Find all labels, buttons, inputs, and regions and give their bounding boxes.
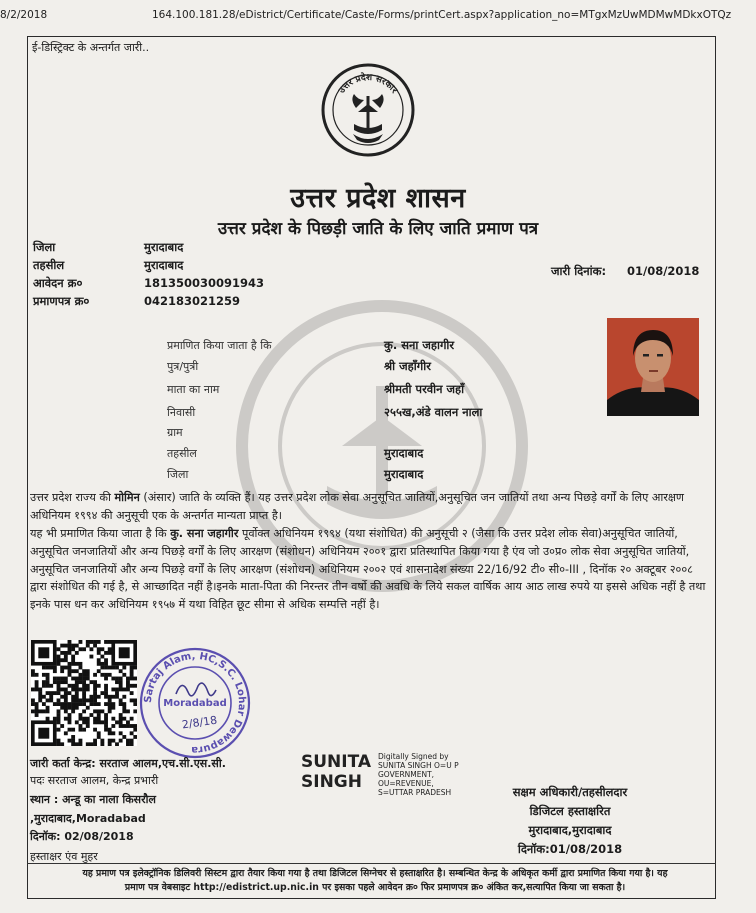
- detail-label-tehsil: तहसील: [167, 447, 197, 460]
- application-label: आवेदन क्र०: [33, 276, 83, 290]
- detail-value-mother: श्रीमती परवीन जहाँ: [384, 382, 465, 396]
- stamp-center-text: Moradabad: [163, 698, 227, 709]
- stamp-sign-date: 2/8/18: [181, 713, 218, 732]
- caste-text-start: उत्तर प्रदेश राज्य की: [30, 491, 115, 504]
- stamp-ring-text: Sartaj Alam, HC,S.C. Lohar Dewapura: [142, 650, 248, 756]
- print-date: 8/2/2018: [0, 9, 48, 21]
- district-value: मुरादाबाद: [144, 240, 184, 254]
- detail-label-resident: निवासी: [167, 406, 196, 419]
- eligibility-applicant-name: कु. सना जहागीर: [170, 527, 239, 540]
- issuer-date: 02/08/2018: [64, 830, 134, 843]
- print-url: 164.100.181.28/eDistrict/Certificate/Caste/Forms/printCert.aspx?application_no=MTgxMzUwMDMwMDkxOTQz: [152, 9, 732, 21]
- detail-value-district: मुरादाबाद: [384, 467, 424, 481]
- detail-label-certified: प्रमाणित किया जाता है कि: [167, 339, 272, 352]
- tehsil-value: मुरादाबाद: [144, 258, 184, 272]
- issuer-stamp: [138, 646, 252, 760]
- district-label: जिला: [33, 240, 56, 254]
- issuer-date-label: दिनॉक:: [30, 830, 61, 843]
- certificate-number: 042183021259: [144, 294, 241, 308]
- issuer-by: पदः सरताज आलम, केन्द्र प्रभारी: [30, 774, 159, 787]
- caste-paragraph: [30, 489, 710, 525]
- footer-line1: यह प्रमाण पत्र इलेक्ट्रॉनिक डिलिवरी सिस्टम द्वारा तैयार किया गया है तथा डिजिटल सिग्नेचर से हस्ताक्षरित है। सम्बन्धित केन्द्र के अधिकृत कर्मी द्वारा प्रमाणित किया गया है। यह: [82, 868, 668, 879]
- eligibility-text-end: पूर्वोक्त अधिनियम १९९४ (यथा संशोधित) की अनुसूची २ (जैसा कि उत्तर प्रदेश लोक सेवा)अनुसूचित जातियों, अनुसूचित जनजातियों और अन्य पिछड़े वर्गों के लिए आरक्षण (संशोधन) अधिनियम २००१ द्वारा प्रतिस्थापित किया गया है एंव जो उ०प्र० लोक सेवा अनुसूचित जातियों, अनुसूचित जनजातियों और अन्य पिछड़े वर्गों के लिए आरक्षण (संशोधन) अधिनियम २००२ एवं शासनादेश संख्या 22/16/92 टी० सी०-III , दिनॉक २० अक्टूबर २००८ द्वारा संशोधित की गई है, से आच्छादित नहीं है।इनके माता-पिता की निरन्तर तीन वर्षो की अवधि के लिये सकल वार्षिक आय आठ लाख रुपये या इससे अधिक नहीं है तथा इनके पास धन कर अधिनियम १९५७ में यथा विहित छूट सीमा से अधिक सम्पत्ति नहीं है।: [30, 527, 706, 612]
- authority-digital-signed: डिजिटल हस्ताक्षरित: [529, 804, 611, 818]
- issuer-city: ,मुरादाबाद,Moradabad: [30, 812, 146, 825]
- application-number: 181350030091943: [144, 276, 265, 290]
- issue-date-label: जारी दिनांक:: [551, 264, 607, 278]
- authority-date-label: दिनॉक:: [517, 842, 550, 856]
- signer-name-line2: SINGH: [301, 772, 362, 792]
- certificate-subtitle: उत्तर प्रदेश के पिछड़ी जाति के लिए जाति प्रमाण पत्र: [217, 219, 539, 239]
- certificate-number-label: प्रमाणपत्र क्र०: [33, 294, 90, 308]
- detail-label-district: जिला: [167, 468, 189, 481]
- sig-detail-4: OU=REVENUE,: [378, 779, 434, 788]
- detail-value-address: २५५ख,अंडे वालन नाला: [384, 405, 483, 419]
- issue-date: 01/08/2018: [627, 264, 700, 278]
- detail-label-mother: माता का नाम: [167, 383, 220, 396]
- applicant-photo: [607, 318, 699, 416]
- eligibility-paragraph: [30, 525, 710, 614]
- footer-line2: प्रमाण पत्र वेबसाइट http://edistrict.up.nic.in पर इसका पहले आवेदन क्र० फिर प्रमाणपत्र क्र० अंकित कर,सत्यापित किया जा सकता है।: [124, 882, 626, 893]
- issuer-center: जारी कर्ता केन्द्र: सरताज आलम,एच.सी.एस.सी.: [30, 757, 226, 770]
- sig-detail-5: S=UTTAR PRADESH: [378, 788, 452, 797]
- digital-signer-name: [301, 752, 371, 792]
- detail-label-child-of: पुत्र/पुत्री: [167, 360, 199, 373]
- detail-value-tehsil: मुरादाबाद: [384, 446, 424, 460]
- authority-block: [460, 783, 680, 859]
- issuer-place: स्थान : अन्डू का नाला किसरौल: [30, 793, 156, 806]
- qr-code: [31, 640, 137, 746]
- caste-name: मोमिन: [114, 491, 140, 504]
- authority-date-row: [460, 840, 680, 859]
- authority-date: 01/08/2018: [549, 842, 623, 856]
- issuer-sign-label: हस्ताक्षर एंव मुहर: [30, 850, 98, 863]
- authority-location: मुरादाबाद,मुरादाबाद: [528, 823, 612, 837]
- authority-title: सक्षम अधिकारी/तहसीलदार: [512, 785, 628, 799]
- issued-under: ई-डिस्ट्रिक्ट के अन्तर्गत जारी..: [32, 41, 150, 54]
- issuer-date-row: [30, 829, 134, 844]
- eligibility-text-start: यह भी प्रमाणित किया जाता है कि: [30, 527, 171, 540]
- up-govt-emblem: [320, 62, 416, 158]
- footer-divider: [27, 863, 716, 864]
- caste-text-end: (अंसार) जाति के व्यक्ति हैं। यह उत्तर प्रदेश लोक सेवा अनुसूचित जातियों,अनुसूचित जन जातियों तथा अन्य पिछड़े वर्गों के लिए आरक्षण अधिनियम १९९४ की अनुसूची एक के अन्तर्गत मान्यता प्राप्त है।: [30, 491, 685, 522]
- detail-value-father: श्री जहाँगीर: [384, 359, 431, 373]
- digital-signature-details: [378, 752, 459, 797]
- detail-value-name: कु. सना जहागीर: [384, 338, 455, 352]
- emblem-text: उत्तर प्रदेश सरकार: [337, 72, 399, 96]
- sig-detail-1: Digitally Signed by: [378, 752, 449, 761]
- detail-label-village: ग्राम: [167, 426, 183, 439]
- svg-text:उत्तर प्रदेश सरकार: [337, 71, 400, 96]
- tehsil-label: तहसील: [33, 258, 65, 272]
- signer-name-line1: SUNITA: [301, 752, 372, 772]
- certificate-title: उत्तर प्रदेश शासन: [290, 183, 466, 214]
- sig-detail-2: SUNITA SINGH O=U P: [378, 761, 459, 770]
- sig-detail-3: GOVERNMENT,: [378, 770, 435, 779]
